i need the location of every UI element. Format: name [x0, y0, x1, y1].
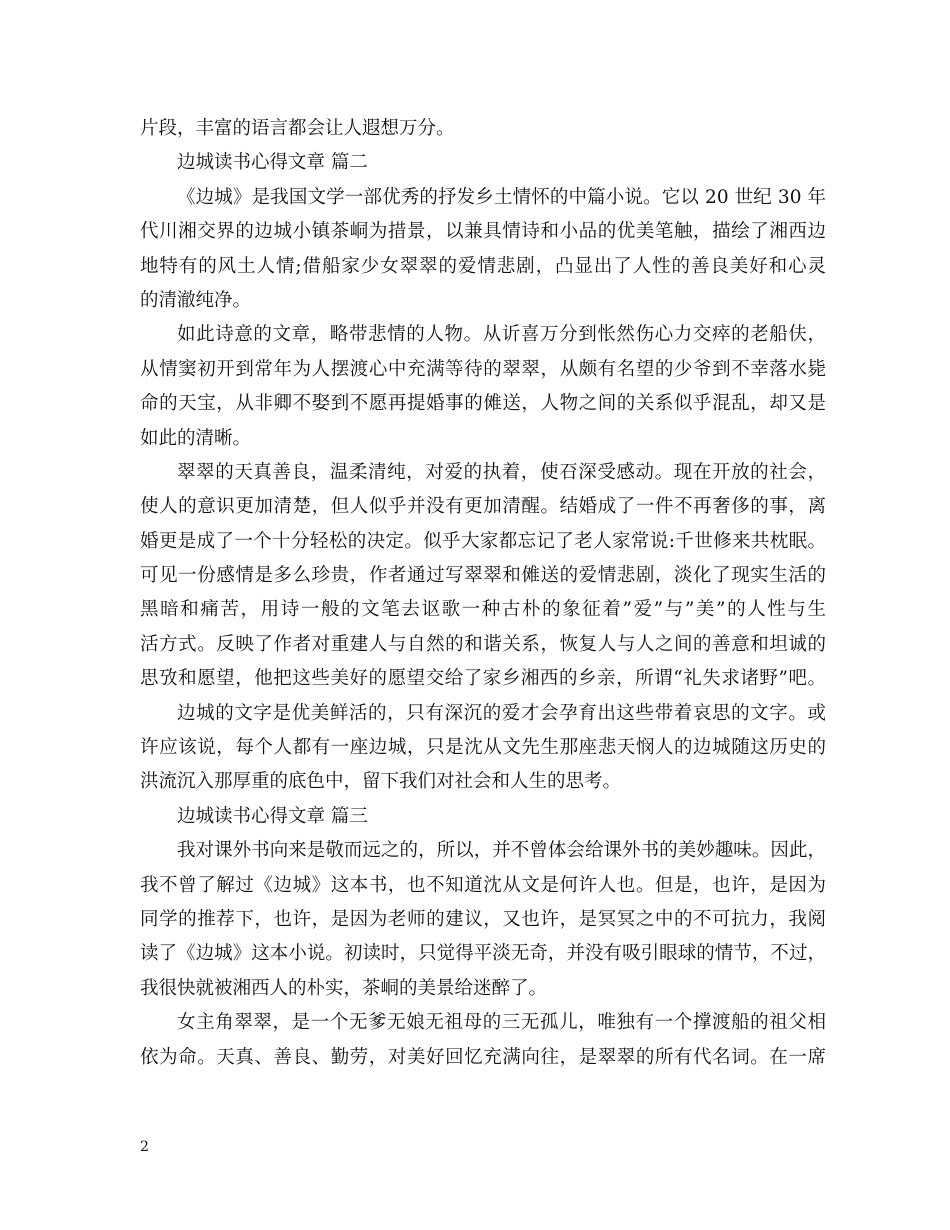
document-body — [140, 112, 826, 1075]
paragraph-line: 洪流沉入那厚重的底色中，留下我们对社会和人生的思考。 — [140, 771, 622, 793]
paragraph-line: 思攷和愿望，他把这些美好的愿望交给了家乡湘西的乡亲，所谓“礼失求诸野”吧。 — [140, 668, 826, 690]
paragraph-line: 翠翠的天真善良，温柔清纯，对爱的执着，使䂖深受感动。现在开放的社会， — [177, 461, 826, 483]
paragraph-line: 依为命。天真、善良、勤劳，对美好回忆充满向往，是翠翠的所有代名词。在一席 — [140, 1046, 826, 1068]
paragraph-line: 使人的意识更加清楚，但人似乎并没有更加清醒。结婚成了一件不再奢侈的事，离 — [140, 496, 826, 518]
paragraph-line: 我不曾了解过《边城》这本书，也不知道沈从文是何许人也。但是，也许，是因为 — [140, 874, 826, 896]
paragraph-line: 边城的文字是优美鲜活的，只有深沉的爱才会孕育出这些带着哀思的文字。或 — [177, 702, 826, 724]
paragraph-line: 地特有的风土人情;借船家少女翠翠的爱情悲剧，凸显出了人性的善良美好和心灵 — [140, 255, 826, 277]
paragraph-line: 命的天宝，从非卿不娶到不愿再提婚事的傩送，人物之间的关系似乎混乱，却又是 — [140, 393, 826, 415]
paragraph-line: 我对课外书向来是敬而远之的，所以，并不曾体会给课外书的美妙趣味。因此， — [177, 840, 826, 862]
paragraph-line: 许应该说，每个人都有一座边城，只是沈从文先生那座悲天悯人的边城随这历史的 — [140, 737, 826, 759]
paragraph-line: 读了《边城》这本小说。初读时，只觉得平淡无奇，并没有吸引眼球的情节，不过， — [140, 943, 826, 965]
paragraph-line: 代川湘交界的边城小镇茶峒为措景，以兼具情诗和小品的优美笔触，描绘了湘西边 — [140, 221, 826, 243]
paragraph-line: 可见一份感情是多么珍贵，作者通过写翠翠和傩送的爱情悲剧，淡化了现实生活的 — [140, 565, 826, 587]
paragraph-line: 我很快就被湘西人的朴实，茶峒的美景给迷醉了。 — [140, 977, 548, 999]
paragraph-line: 从情窦初开到常年为人摆渡心中充满等待的翠翠，从颇有名望的少爷到不幸落水毙 — [140, 358, 826, 380]
paragraph-line: 如此的清晰。 — [140, 427, 252, 449]
section-heading-part-two: 边城读书心得文章 篇二 — [177, 152, 368, 174]
paragraph-line: 女主角翠翠，是一个无爹无娘无祖母的三无孤儿，唯独有一个撑渡船的祖父相 — [177, 1012, 826, 1034]
paragraph-line: 的清澈纯净。 — [140, 289, 252, 311]
section-heading-part-three: 边城读书心得文章 篇三 — [177, 805, 368, 827]
paragraph-line: 片段，丰富的语言都会让人遐想万分。 — [140, 118, 455, 139]
paragraph-line: 《边城》是我国文学一部优秀的抒发乡土情怀的中篇小说。它以 20 世纪 30 年 — [177, 186, 826, 208]
paragraph-line: 黑暗和痛苦，用诗一般的文笔去讴歌一种古朴的象征着”爱”与”美”的人性与生 — [140, 599, 826, 621]
paragraph-line: 活方式。反映了作者对重建人与自然的和谐关系，恢复人与人之间的善意和坦诚的 — [140, 633, 826, 655]
paragraph-line: 婚更是成了一个十分轻松的决定。似乎大家都忘记了老人家常说:千世修来共枕眠。 — [140, 530, 826, 552]
paragraph-line: 同学的推荐下，也许，是因为老师的建议，又也许，是冥冥之中的不可抗力，我阅 — [140, 908, 826, 930]
paragraph-line: 如此诗意的文章，略带悲情的人物。从䜣喜万分到怅然伤心力交瘁的老船伕， — [177, 324, 826, 346]
page-number: 2 — [140, 1139, 149, 1155]
